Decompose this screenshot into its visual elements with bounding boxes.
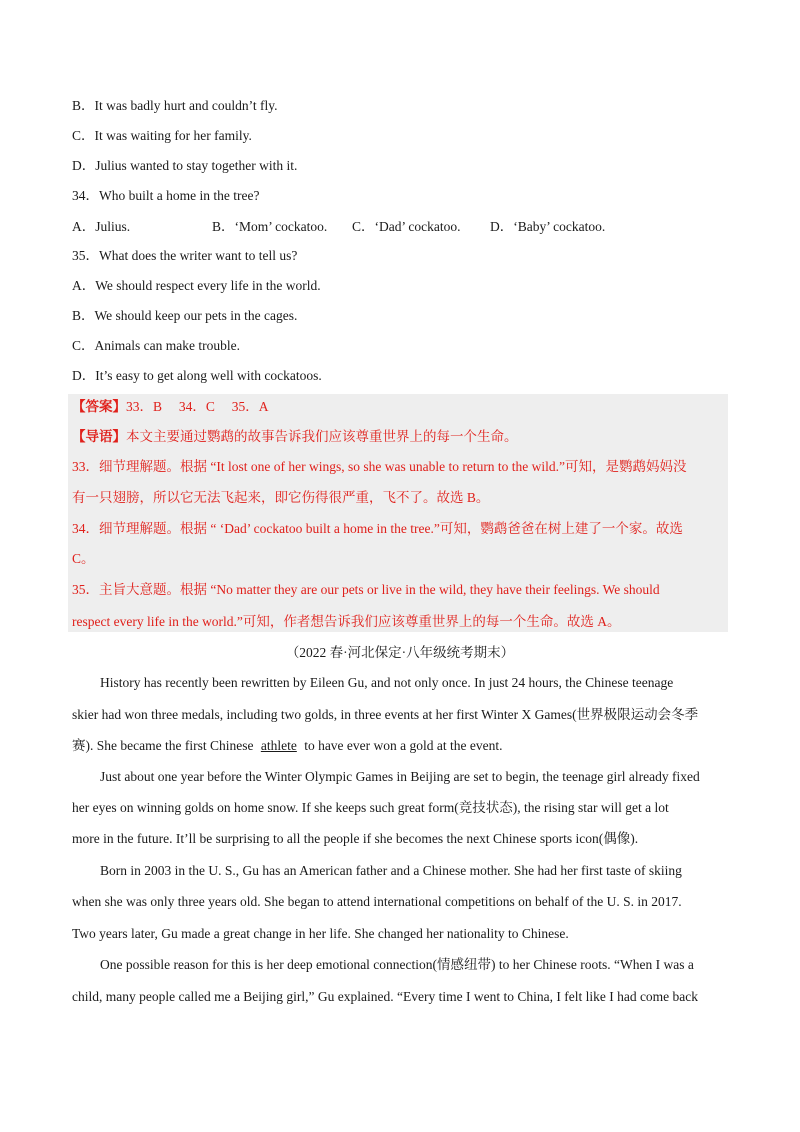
q35-option-a: A．We should respect every life in the world. <box>72 278 321 293</box>
explanation-35-line1: 35．主旨大意题。根据 “No matter they are our pets or live in the wild, they have their feelings. We should <box>72 582 660 597</box>
explanation-34-line1: 34．细节理解题。根据 “ ‘Dad’ cockatoo built a home in the tree.”可知，鹦鹉爸爸在树上建了一个家。故选 <box>72 521 683 536</box>
passage-p4-line1: One possible reason for this is her deep emotional connection(情感纽带) to her Chinese roots. “When I was a <box>100 957 694 972</box>
q34-option-d: D．‘Baby’ cockatoo. <box>490 219 606 234</box>
q35-stem: 35．What does the writer want to tell us? <box>72 248 298 263</box>
answer-label: 【答案】 <box>72 399 126 414</box>
explanation-33-line1: 33．细节理解题。根据 “It lost one of her wings, so she was unable to return to the wild.”可知，是鹦鹉妈妈没 <box>72 459 687 474</box>
q33-option-c: C．It was waiting for her family. <box>72 128 252 143</box>
passage-p1-line3-end: to have ever won a gold at the event. <box>300 738 503 753</box>
underlined-word-athlete: athlete <box>260 738 297 753</box>
explanation-33-line2: 有一只翅膀，所以它无法飞起来，即它伤得很严重，飞不了。故选 B。 <box>72 490 490 505</box>
source-citation: （2022 春·河北保定·八年级统考期末） <box>285 645 515 660</box>
passage-p2-line2: her eyes on winning golds on home snow. If she keeps such great form(竞技状态), the rising star will get a lot <box>72 800 669 815</box>
passage-p4-line2: child, many people called me a Beijing girl,” Gu explained. “Every time I went to China, I felt like I had come back <box>72 989 699 1004</box>
passage-p1-line3-start: 赛). She became the first Chinese <box>72 738 257 753</box>
explanation-34-line2: C。 <box>72 551 95 566</box>
q35-option-c: C．Animals can make trouble. <box>72 338 240 353</box>
q34-option-b: B．‘Mom’ cockatoo. <box>212 219 328 234</box>
q35-option-b: B．We should keep our pets in the cages. <box>72 308 298 323</box>
passage-p1-line2: skier had won three medals, including two golds, in three events at her first Winter X Games(世界极限运动会冬季 <box>72 707 699 722</box>
q34-option-a: A．Julius. <box>72 219 131 234</box>
q34-option-c: C．‘Dad’ cockatoo. <box>352 219 461 234</box>
passage-p1-line3 <box>72 737 728 755</box>
explanation-35-line2: respect every life in the world.”可知，作者想告诉我们应该尊重世界上的每一个生命。故选 A。 <box>72 614 621 629</box>
guide-line <box>72 428 518 446</box>
passage-p3-line3: Two years later, Gu made a great change in her life. She changed her nationality to Chinese. <box>72 926 569 941</box>
q34-stem: 34．Who built a home in the tree? <box>72 188 260 203</box>
passage-p2-line3: more in the future. It’ll be surprising to all the people if she becomes the next Chinese sports icon(偶像). <box>72 831 639 846</box>
guide-label: 【导语】 <box>72 429 126 444</box>
passage-p1-line1: History has recently been rewritten by Eileen Gu, and not only once. In just 24 hours, the Chinese teenage <box>100 675 674 690</box>
q33-option-d: D．Julius wanted to stay together with it. <box>72 158 298 173</box>
answer-line <box>72 398 269 416</box>
passage-p3-line2: when she was only three years old. She began to attend international competitions on behalf of the U. S. in 2017. <box>72 894 682 909</box>
guide-text: 本文主要通过鹦鹉的故事告诉我们应该尊重世界上的每一个生命。 <box>126 429 518 444</box>
passage-p2-line1: Just about one year before the Winter Olympic Games in Beijing are set to begin, the teenage girl already fixed <box>100 769 700 784</box>
q33-option-b: B．It was badly hurt and couldn’t fly. <box>72 98 278 113</box>
passage-p3-line1: Born in 2003 in the U. S., Gu has an American father and a Chinese mother. She had her first taste of skiing <box>100 863 682 878</box>
q35-option-d: D．It’s easy to get along well with cockatoos. <box>72 368 322 383</box>
answer-text: 33．B 34．C 35．A <box>126 399 269 414</box>
